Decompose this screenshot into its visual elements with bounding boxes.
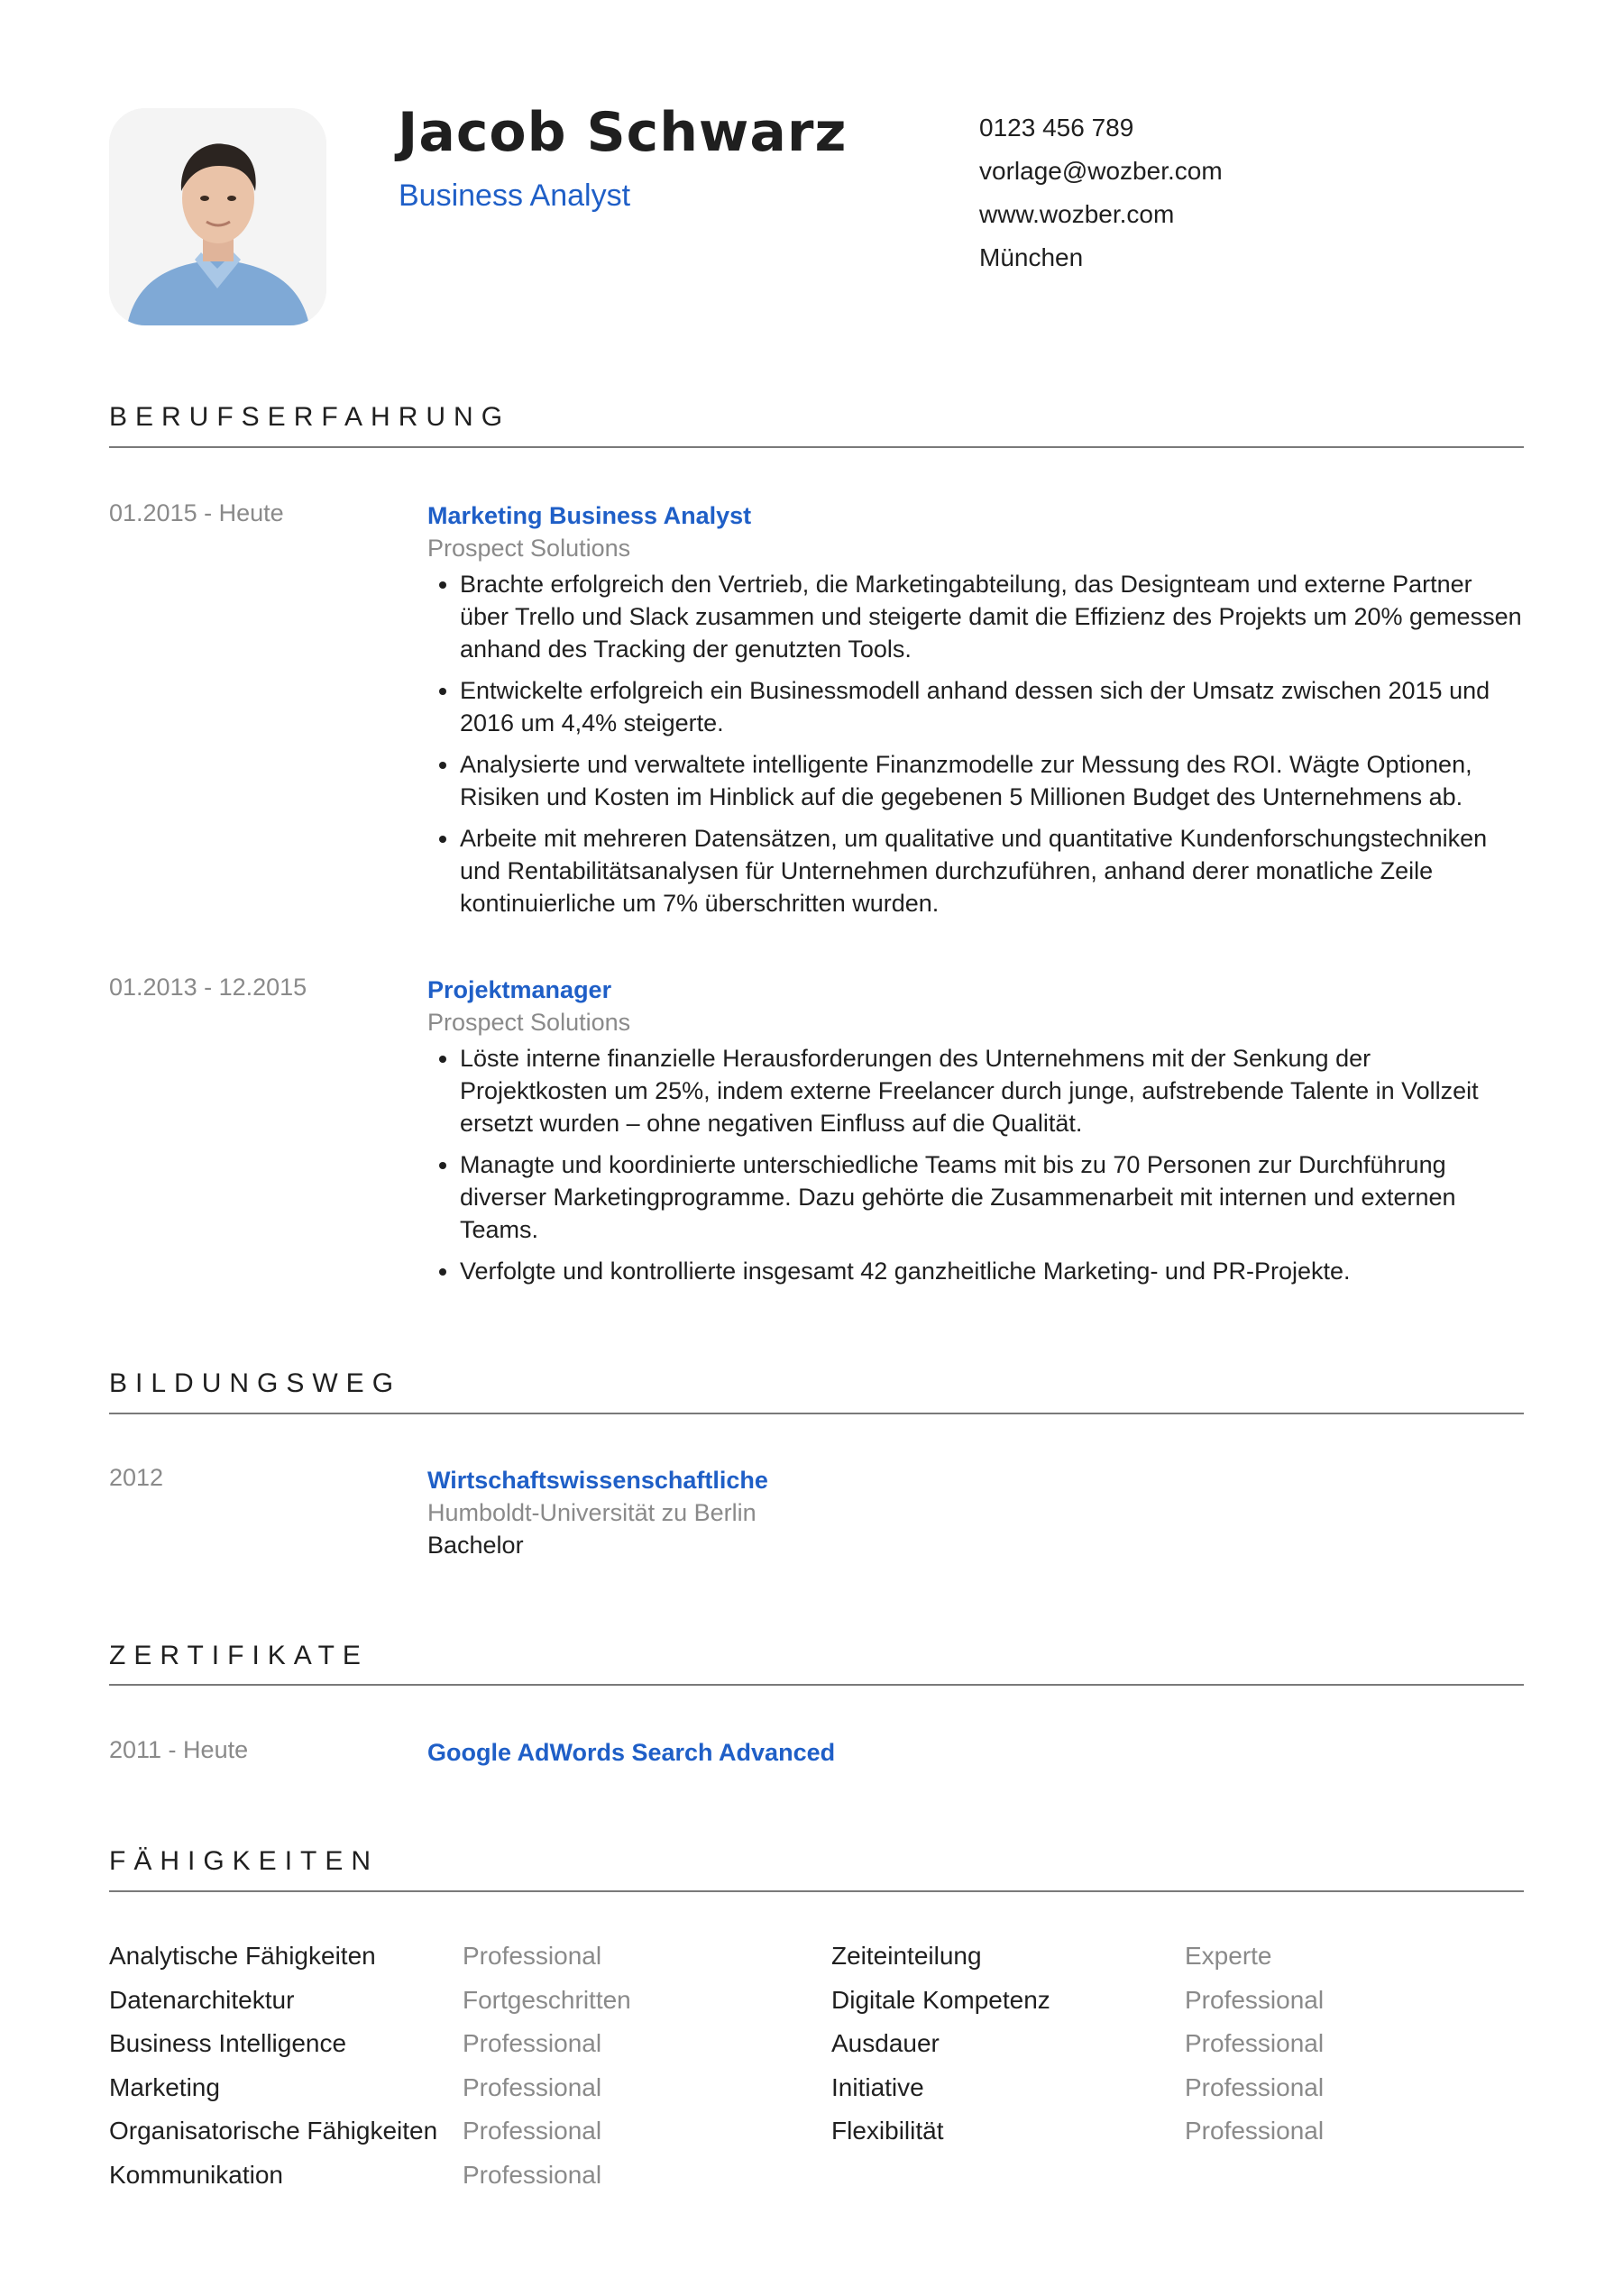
profile-photo — [109, 108, 326, 325]
entry-date: 01.2013 - 12.2015 — [109, 974, 307, 1001]
section-divider — [109, 446, 1524, 448]
skill-level: Professional — [463, 2117, 602, 2145]
bullet-item: • Arbeite mit mehreren Datensätzen, um qualitative und quantitative Kundenforschungstechniken und Rentabilitätsanalysen für Unternehmen durchzuführen, anhand derer monatliche Zeile kontinuierliche um 7% überschritten wurden. — [460, 822, 1524, 919]
skill-row — [831, 2117, 1524, 2161]
skill-level: Fortgeschritten — [463, 1985, 631, 2014]
skill-name: Initiative — [831, 2072, 924, 2101]
skill-name: Analytische Fähigkeiten — [109, 1942, 376, 1970]
skill-level: Experte — [1185, 1942, 1272, 1970]
skill-row — [109, 2117, 794, 2161]
skill-row — [109, 1942, 794, 1986]
bullet-item: • Brachte erfolgreich den Vertrieb, die Marketingabteilung, das Designteam und externe Partner über Trello und Slack zusammen und steigerte damit die Effizienz des Projekts um 20% gemessen anhand des Tracking der genutzten Tools. — [460, 568, 1524, 665]
skill-level: Professional — [463, 2072, 602, 2101]
skills-column-left — [109, 1942, 794, 2204]
entry-company: Prospect Solutions — [427, 535, 631, 562]
contact-city: München — [979, 243, 1084, 271]
entry-date: 2012 — [109, 1464, 164, 1491]
bullet-item: • Managte und koordinierte unterschiedliche Teams mit bis zu 70 Personen zur Durchführung diverser Marketingprogramme. Dazu gehörte die Zusammenarbeit mit internen und externen Teams. — [460, 1148, 1524, 1246]
section-divider — [109, 1413, 1524, 1414]
contact-phone: 0123 456 789 — [979, 114, 1134, 142]
skill-name: Business Intelligence — [109, 2029, 347, 2057]
skill-row — [109, 2073, 794, 2118]
portrait-image — [109, 108, 326, 325]
entry-body — [427, 974, 1524, 1296]
section-title-education: BILDUNGSWEG — [109, 1368, 402, 1398]
entry-company: Prospect Solutions — [427, 1009, 631, 1036]
section-title-certificates: ZERTIFIKATE — [109, 1641, 369, 1670]
bullet-item: • Verfolgte und kontrollierte insgesamt 42 ganzheitliche Marketing- und PR-Projekte. — [460, 1255, 1524, 1287]
skill-row — [109, 1986, 794, 2030]
bullet-item: • Analysierte und verwaltete intelligente Finanzmodelle zur Messung des ROI. Wägte Optionen, Risiken und Kosten im Hinblick auf die gegebenen 5 Millionen Budget des Unternehmens ab. — [460, 748, 1524, 813]
skill-row — [109, 2161, 794, 2205]
skill-row — [109, 2029, 794, 2073]
skills-column-right — [831, 1942, 1524, 2161]
entry-body — [427, 1464, 1524, 1561]
section-divider — [109, 1684, 1524, 1686]
skill-row — [831, 1942, 1524, 1986]
candidate-name: Jacob Schwarz — [398, 101, 848, 164]
section-title-experience: BERUFSERFAHRUNG — [109, 402, 511, 432]
contact-block — [979, 106, 1223, 279]
skill-level: Professional — [1185, 2117, 1325, 2145]
skill-name: Zeiteinteilung — [831, 1942, 982, 1970]
entry-body — [427, 499, 1524, 928]
skill-name: Marketing — [109, 2072, 220, 2101]
section-title-skills: FÄHIGKEITEN — [109, 1846, 380, 1876]
entry-bullets — [427, 1042, 1524, 1287]
skill-row — [831, 2029, 1524, 2073]
entry-role: Marketing Business Analyst — [427, 502, 752, 529]
section-divider — [109, 1890, 1524, 1892]
certificate-name: Google AdWords Search Advanced — [427, 1739, 836, 1766]
contact-website: www.wozber.com — [979, 200, 1175, 228]
entry-role: Projektmanager — [427, 976, 612, 1003]
bullet-item: • Entwickelte erfolgreich ein Businessmodell anhand dessen sich der Umsatz zwischen 2015 und 2016 um 4,4% steigerte. — [460, 674, 1524, 739]
entry-bullets — [427, 568, 1524, 919]
skill-level: Professional — [1185, 1985, 1325, 2014]
entry-school: Humboldt-Universität zu Berlin — [427, 1499, 756, 1526]
entry-degree: Bachelor — [427, 1532, 524, 1559]
skill-level: Professional — [1185, 2072, 1325, 2101]
skill-name: Organisatorische Fähigkeiten — [109, 2117, 438, 2145]
skill-name: Kommunikation — [109, 2160, 283, 2189]
entry-date: 2011 - Heute — [109, 1736, 249, 1763]
entry-body — [427, 1736, 1524, 1769]
entry-field: Wirtschaftswissenschaftliche — [427, 1467, 768, 1494]
skill-row — [831, 1986, 1524, 2030]
skill-name: Digitale Kompetenz — [831, 1985, 1050, 2014]
candidate-title: Business Analyst — [399, 178, 631, 213]
skill-name: Datenarchitektur — [109, 1985, 295, 2014]
skill-level: Professional — [463, 2029, 602, 2057]
skill-level: Professional — [1185, 2029, 1325, 2057]
skill-name: Flexibilität — [831, 2117, 944, 2145]
skill-level: Professional — [463, 2160, 602, 2189]
skill-level: Professional — [463, 1942, 602, 1970]
skill-name: Ausdauer — [831, 2029, 940, 2057]
bullet-item: • Löste interne finanzielle Herausforderungen des Unternehmens mit der Senkung der Projektkosten um 25%, indem externe Freelancer durch junge, aufstrebende Talente in Vollzeit ersetzt wurden – ohne negativen Einfluss auf die Qualität. — [460, 1042, 1524, 1139]
entry-date: 01.2015 - Heute — [109, 499, 284, 526]
skill-row — [831, 2073, 1524, 2118]
contact-email: vorlage@wozber.com — [979, 157, 1223, 185]
